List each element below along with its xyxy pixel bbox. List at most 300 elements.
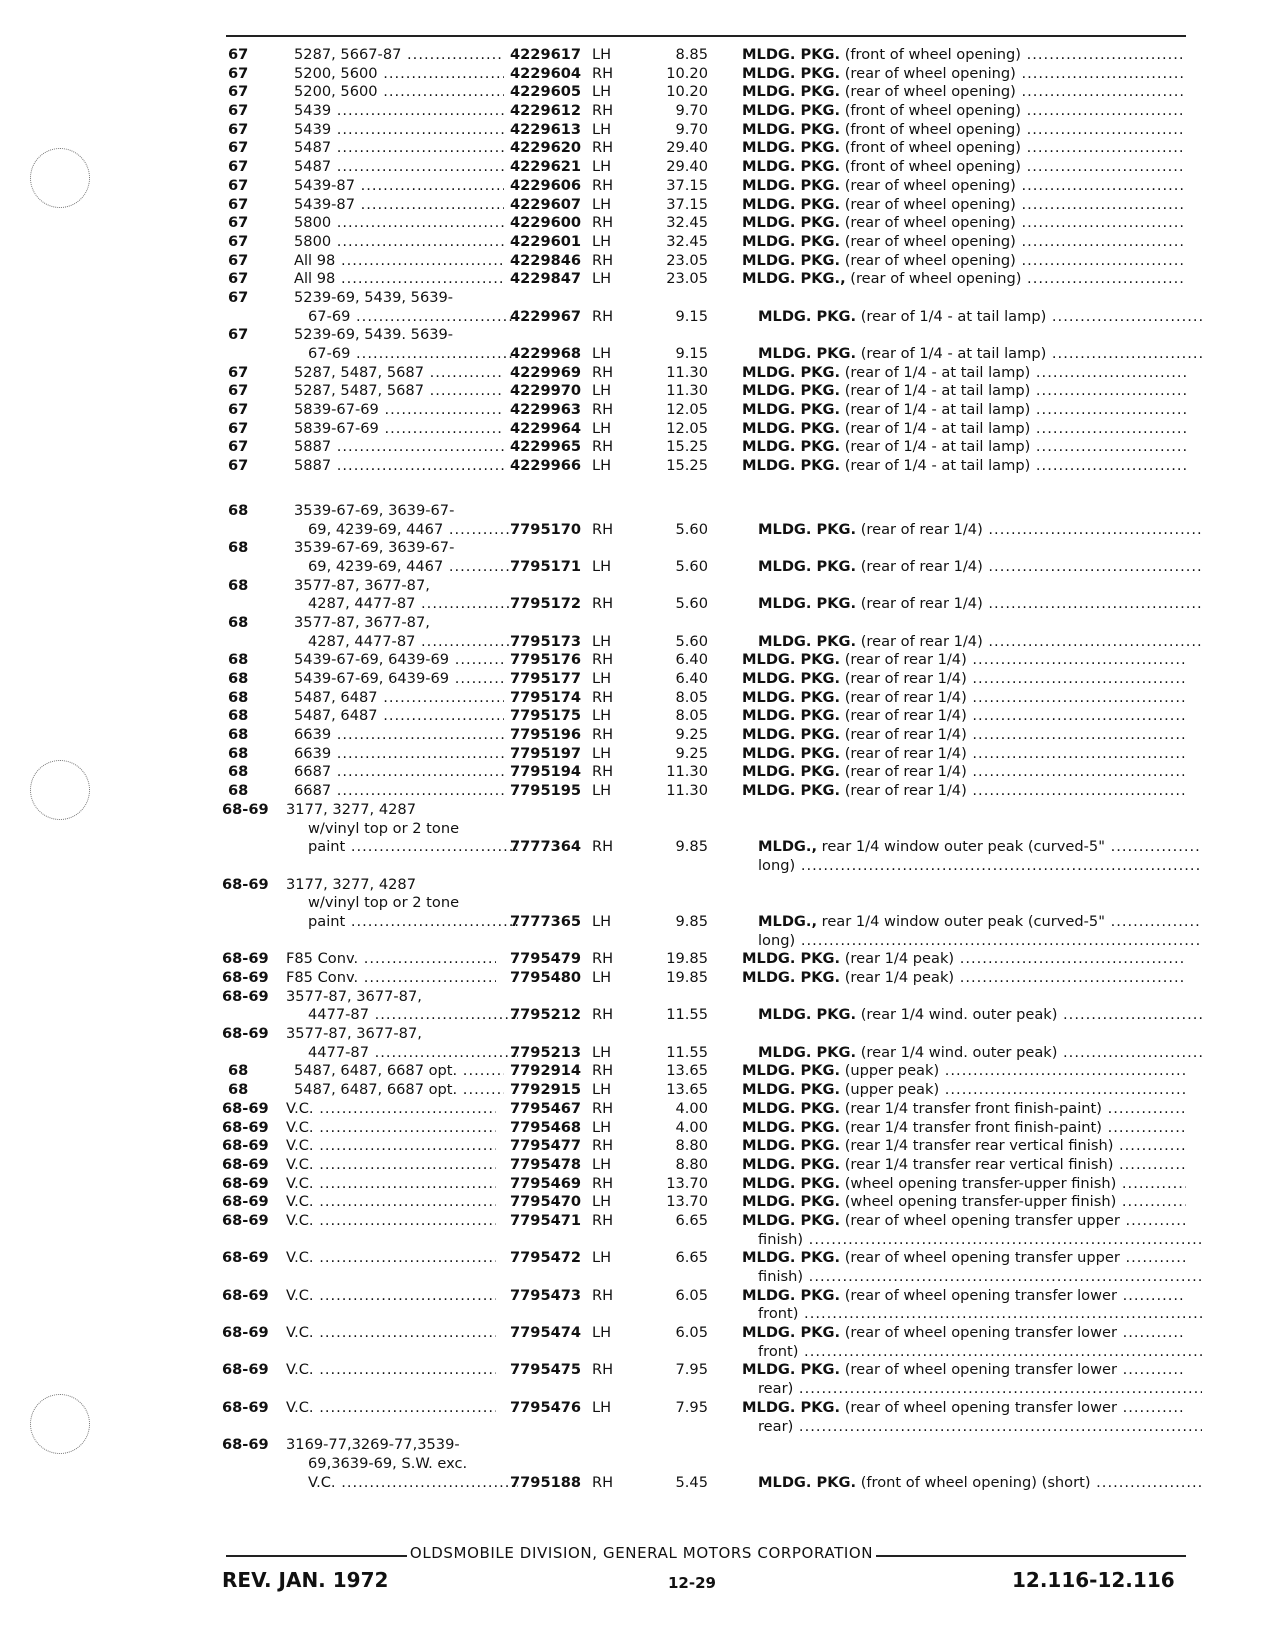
side: RH [592, 251, 614, 269]
model-numbers: 5887 ..... [294, 438, 504, 457]
model-year: 68 [228, 744, 249, 762]
model-year: 68-69 [222, 1286, 269, 1304]
model-numbers: paint ..... [308, 838, 518, 857]
description-heading: MLDG. PKG. [742, 251, 841, 269]
description-heading: MLDG. PKG. [742, 1137, 841, 1155]
row-spacer [226, 476, 1186, 502]
description-heading: MLDG. PKG. [758, 1043, 857, 1061]
description-text: (rear 1/4 wind. outer peak) [856, 1006, 1058, 1024]
parts-row [226, 121, 1186, 140]
description [742, 1100, 1186, 1119]
description-text: (rear of rear 1/4) [856, 557, 983, 575]
parts-row [222, 950, 1186, 969]
part-number: 7795174 [510, 688, 582, 706]
side: RH [592, 139, 614, 157]
description-text: (rear 1/4 wind. outer peak) [856, 1043, 1058, 1061]
description-heading: MLDG. PKG. [742, 1249, 841, 1267]
parts-row [226, 763, 1186, 782]
description-text: (upper peak) [840, 1062, 940, 1080]
description [742, 121, 1186, 140]
description-text: (rear of wheel opening transfer upper [840, 1211, 1120, 1229]
model-year: 68-69 [222, 969, 269, 986]
description [742, 782, 1186, 801]
parts-row [226, 83, 1186, 102]
description-heading: MLDG. PKG. [758, 557, 857, 575]
parts-row [226, 745, 1186, 764]
description-text: (rear of wheel opening) [840, 214, 1016, 232]
price: 6.40 [675, 670, 708, 687]
reference-number: 12.116-12.116 [1012, 1568, 1175, 1592]
description-text: (rear 1/4 transfer rear vertical finish) [840, 1155, 1114, 1173]
model-numbers: w/vinyl top or 2 tone [308, 894, 460, 912]
part-number: 7795175 [510, 707, 582, 725]
description-text: (rear 1/4 transfer rear vertical finish) [840, 1137, 1114, 1155]
description-heading: MLDG. PKG. [742, 401, 841, 419]
side: LH [592, 557, 612, 575]
description-heading: MLDG. PKG. [742, 763, 841, 781]
price: 6.05 [675, 1324, 708, 1342]
model-numbers: V.C. ..... [286, 1175, 496, 1194]
model-numbers: 5439-67-69, 6439-69 ..... [294, 651, 504, 670]
description-text: (rear of rear 1/4) [840, 726, 967, 744]
parts-row [226, 539, 1186, 558]
description [742, 177, 1186, 196]
part-number: 7795467 [510, 1099, 582, 1117]
parts-row [226, 345, 1186, 364]
corporation-line [0, 1544, 1283, 1562]
side: LH [592, 744, 612, 762]
description [742, 438, 1186, 457]
side: LH [592, 1043, 612, 1061]
part-number: 4229606 [510, 176, 582, 194]
model-year: 67 [228, 401, 249, 419]
description-text: (rear of wheel opening) [840, 195, 1016, 213]
description-heading: MLDG. PKG. [742, 438, 841, 456]
description [742, 457, 1186, 476]
description-heading: MLDG. PKG. [742, 457, 841, 475]
description-text: (front of wheel opening) (short) [856, 1473, 1091, 1491]
description-text: finish) [758, 1230, 804, 1248]
side: LH [592, 912, 612, 930]
side: LH [592, 1398, 612, 1416]
description-text: (front of wheel opening) [840, 102, 1021, 120]
description-heading: MLDG. PKG. [742, 158, 841, 176]
side: RH [592, 763, 614, 781]
side: RH [592, 1062, 614, 1080]
price: 6.65 [675, 1211, 708, 1229]
description-heading: MLDG. PKG. [742, 1062, 841, 1080]
parts-row [226, 457, 1186, 476]
price: 9.15 [675, 307, 708, 325]
description-heading: MLDG. PKG. [742, 382, 841, 400]
price: 13.65 [666, 1062, 708, 1080]
parts-row [226, 364, 1186, 383]
price: 23.05 [666, 251, 708, 269]
description-text: (rear of rear 1/4) [840, 707, 967, 725]
model-year: 68-69 [222, 1361, 269, 1379]
model-year: 67 [228, 120, 249, 138]
part-number: 4229964 [510, 419, 582, 437]
model-year: 67 [228, 438, 249, 456]
model-year: 68-69 [222, 1174, 269, 1192]
side: RH [592, 1473, 614, 1491]
description-text: (rear 1/4 peak) [840, 950, 955, 968]
parts-row [226, 913, 1186, 932]
description [742, 1212, 1186, 1231]
description-heading: MLDG. PKG. [742, 120, 841, 138]
description [742, 969, 1186, 988]
description-heading: MLDG. PKG. [742, 83, 841, 101]
description [758, 558, 1202, 577]
model-year: 68-69 [222, 1398, 269, 1416]
model-numbers: V.C. ..... [286, 1324, 496, 1343]
description [742, 46, 1186, 65]
description-heading: MLDG. PKG. [742, 1211, 841, 1229]
description [742, 401, 1186, 420]
model-numbers: 69, 4239-69, 4467 ..... [308, 521, 518, 540]
description-text: long) [758, 856, 796, 874]
model-year: 68-69 [222, 1211, 269, 1229]
model-numbers: 5200, 5600 ..... [294, 65, 504, 84]
price: 8.80 [675, 1137, 708, 1155]
part-number: 4229846 [510, 251, 582, 269]
part-number: 4229967 [510, 307, 582, 325]
parts-row [226, 1081, 1186, 1100]
description [742, 233, 1186, 252]
description-heading: MLDG. PKG. [742, 195, 841, 213]
parts-row [222, 1398, 1186, 1418]
price: 9.70 [675, 102, 708, 120]
description-heading: MLDG., [758, 838, 818, 856]
description-text: (rear of rear 1/4) [840, 688, 967, 706]
model-numbers: 5487 ..... [294, 158, 504, 177]
description-heading: MLDG. PKG. [742, 1361, 841, 1379]
model-numbers: 5839-67-69 ..... [294, 401, 504, 420]
price: 8.80 [675, 1155, 708, 1173]
description-text: (rear of 1/4 - at tail lamp) [840, 438, 1031, 456]
parts-row [222, 1211, 1186, 1231]
model-numbers: 4287, 4477-87 ..... [308, 595, 518, 614]
description-heading: MLDG. PKG. [758, 1473, 857, 1491]
model-year: 68 [228, 782, 249, 800]
parts-row [226, 726, 1186, 745]
parts-row [226, 894, 1186, 913]
side: LH [592, 632, 612, 650]
description [742, 1193, 1186, 1212]
description [758, 595, 1202, 614]
corporation-name: OLDSMOBILE DIVISION, GENERAL MOTORS CORPORATION [407, 1544, 876, 1562]
parts-row [226, 270, 1186, 289]
part-number: 4229612 [510, 102, 582, 120]
model-numbers: V.C. ..... [286, 1156, 496, 1175]
side: RH [592, 363, 614, 381]
side: RH [592, 214, 614, 232]
part-number: 7795477 [510, 1137, 582, 1155]
part-number: 4229613 [510, 120, 582, 138]
description-text: (rear of wheel opening) [845, 270, 1022, 288]
part-number: 7795472 [510, 1249, 582, 1267]
description [742, 1324, 1186, 1343]
binder-hole-top [30, 148, 90, 208]
model-year: 67 [228, 270, 249, 288]
model-numbers: 5800 ..... [294, 233, 504, 252]
description [758, 1305, 1202, 1324]
part-number: 7795470 [510, 1193, 582, 1211]
model-numbers: 5287, 5487, 5687 ..... [294, 364, 504, 383]
description-heading: MLDG. PKG. [742, 744, 841, 762]
model-numbers: 5239-69, 5439, 5639- [294, 288, 454, 306]
model-numbers: 3169-77,3269-77,3539- [286, 1436, 460, 1454]
description-heading: MLDG. PKG. [742, 969, 841, 986]
parts-row [226, 558, 1186, 577]
description-text: (rear of rear 1/4) [840, 763, 967, 781]
part-number: 4229969 [510, 363, 582, 381]
model-numbers: 69,3639-69, S.W. exc. [308, 1454, 468, 1472]
description-text: (rear of wheel opening transfer lower [840, 1361, 1117, 1379]
model-numbers: 3177, 3277, 4287 [286, 800, 416, 818]
description-text: (rear of wheel opening transfer lower [840, 1286, 1117, 1304]
description [742, 1175, 1186, 1194]
model-numbers: 5439 ..... [294, 121, 504, 140]
parts-row [226, 420, 1186, 439]
description-text: (rear of wheel opening) [840, 83, 1016, 101]
description [742, 745, 1186, 764]
model-numbers: 3577-87, 3677-87, [294, 576, 430, 594]
model-year: 68 [228, 576, 249, 594]
description [758, 1231, 1202, 1250]
model-numbers: 5239-69, 5439. 5639- [294, 326, 454, 344]
parts-row [226, 633, 1186, 652]
parts-row [226, 289, 1186, 308]
description [758, 345, 1202, 364]
model-year: 68-69 [222, 1193, 269, 1211]
part-number: 7795475 [510, 1361, 582, 1379]
parts-row [226, 1474, 1186, 1493]
description [742, 707, 1186, 726]
part-number: 4229965 [510, 438, 582, 456]
description [758, 521, 1202, 540]
parts-row [226, 782, 1186, 801]
price: 6.40 [675, 651, 708, 669]
parts-row [222, 1193, 1186, 1212]
part-number: 7795469 [510, 1174, 582, 1192]
parts-row [226, 308, 1186, 327]
parts-row [226, 233, 1186, 252]
part-number: 7795212 [510, 1006, 582, 1024]
description-text: (rear of wheel opening) [840, 232, 1016, 250]
description [742, 252, 1186, 271]
part-number: 4229600 [510, 214, 582, 232]
side: RH [592, 1361, 614, 1379]
description-text: (rear 1/4 peak) [840, 969, 955, 986]
description-text: rear 1/4 window outer peak (curved-5" [817, 912, 1105, 930]
side: LH [592, 1249, 612, 1267]
description [742, 1287, 1186, 1306]
part-number: 4229607 [510, 195, 582, 213]
parts-row [222, 800, 1186, 820]
price: 11.55 [666, 1043, 708, 1061]
model-numbers: 3577-87, 3677-87, [294, 613, 430, 631]
model-numbers: V.C. ..... [286, 1119, 496, 1138]
description [758, 1044, 1202, 1063]
part-number: 7777365 [510, 912, 582, 930]
parts-row [222, 987, 1186, 1007]
description-text: (rear of rear 1/4) [856, 595, 983, 613]
model-numbers: V.C. ..... [308, 1474, 518, 1493]
description-heading: MLDG. PKG. [742, 1081, 841, 1099]
price: 32.45 [666, 232, 708, 250]
model-year: 68 [228, 726, 249, 744]
price: 7.95 [675, 1398, 708, 1416]
model-year: 68-69 [222, 1118, 269, 1136]
part-number: 4229966 [510, 457, 582, 475]
description-text: (rear of 1/4 - at tail lamp) [840, 457, 1031, 475]
side: RH [592, 1211, 614, 1229]
side: RH [592, 64, 614, 82]
parts-row [222, 1155, 1186, 1175]
parts-row [226, 838, 1186, 857]
model-year: 67 [228, 176, 249, 194]
model-year: 68 [228, 688, 249, 706]
side: RH [592, 1174, 614, 1192]
model-year: 68-69 [222, 1099, 269, 1117]
price: 5.60 [675, 520, 708, 538]
description-text: (rear of 1/4 - at tail lamp) [840, 419, 1031, 437]
description-text: (front of wheel opening) [840, 46, 1021, 63]
model-numbers: 5887 ..... [294, 457, 504, 476]
price: 19.85 [666, 969, 708, 986]
description [758, 857, 1202, 876]
description [742, 83, 1186, 102]
price: 11.30 [666, 363, 708, 381]
model-numbers: 5487, 6487 ..... [294, 707, 504, 726]
description-heading: MLDG. PKG. [742, 1118, 841, 1136]
parts-row [226, 820, 1186, 839]
description-text: (rear of rear 1/4) [856, 520, 983, 538]
price: 4.00 [675, 1099, 708, 1117]
description [758, 1343, 1202, 1362]
description-heading: MLDG. PKG. [758, 595, 857, 613]
side: LH [592, 670, 612, 687]
price: 8.05 [675, 688, 708, 706]
model-year: 68-69 [222, 875, 269, 893]
parts-row [222, 1137, 1186, 1156]
model-year: 68-69 [222, 950, 269, 968]
description-heading: MLDG. PKG. [742, 1286, 841, 1304]
part-number: 4229963 [510, 401, 582, 419]
description [758, 1380, 1202, 1399]
description-heading: MLDG. PKG. [742, 102, 841, 120]
part-number: 7777364 [510, 838, 582, 856]
model-numbers: 5287, 5667-87 ..... [294, 46, 504, 65]
model-year: 67 [228, 214, 249, 232]
description-heading: MLDG. PKG. [742, 1099, 841, 1117]
price: 10.20 [666, 83, 708, 101]
model-numbers: 4477-87 ..... [308, 1044, 518, 1063]
parts-row [226, 521, 1186, 540]
side: LH [592, 46, 612, 63]
part-number: 7795476 [510, 1398, 582, 1416]
parts-row [226, 932, 1186, 951]
model-year: 68-69 [222, 1324, 269, 1342]
parts-row [226, 196, 1186, 215]
description [742, 1137, 1186, 1156]
price: 37.15 [666, 176, 708, 194]
price: 11.30 [666, 763, 708, 781]
price: 9.25 [675, 744, 708, 762]
description-heading: MLDG. PKG. [758, 1006, 857, 1024]
part-number: 7795194 [510, 763, 582, 781]
parts-row [226, 1305, 1186, 1324]
model-year: 68 [228, 1062, 249, 1080]
model-year: 68-69 [222, 1025, 269, 1043]
side: LH [592, 270, 612, 288]
parts-row [226, 595, 1186, 614]
side: RH [592, 651, 614, 669]
description [742, 65, 1186, 84]
model-numbers: V.C. ..... [286, 1361, 496, 1380]
side: RH [592, 1099, 614, 1117]
part-number: 4229621 [510, 158, 582, 176]
description-text: (rear of wheel opening transfer lower [840, 1398, 1117, 1416]
model-year: 68-69 [222, 1436, 269, 1454]
price: 9.25 [675, 726, 708, 744]
model-numbers: 5800 ..... [294, 214, 504, 233]
side: RH [592, 401, 614, 419]
model-year: 67 [228, 382, 249, 400]
part-number: 4229968 [510, 345, 582, 362]
parts-row [226, 1006, 1186, 1025]
parts-row [226, 158, 1186, 177]
side: LH [592, 232, 612, 250]
description [758, 1418, 1202, 1437]
description [742, 382, 1186, 401]
price: 9.85 [675, 912, 708, 930]
part-number: 7795479 [510, 950, 582, 968]
side: LH [592, 969, 612, 986]
description-heading: MLDG. PKG. [742, 232, 841, 250]
model-year: 67 [228, 158, 249, 176]
model-year: 67 [228, 419, 249, 437]
price: 5.45 [675, 1473, 708, 1491]
model-numbers: 5200, 5600 ..... [294, 83, 504, 102]
description [742, 651, 1186, 670]
model-numbers: 67-69 ..... [308, 345, 518, 364]
parts-row [222, 1324, 1186, 1343]
side: LH [592, 1081, 612, 1099]
model-year: 68-69 [222, 1249, 269, 1267]
part-number: 7792914 [510, 1062, 582, 1080]
parts-row [226, 1268, 1186, 1287]
parts-row [226, 46, 1186, 65]
description-heading: MLDG. PKG. [742, 46, 841, 63]
model-numbers: 5439 ..... [294, 102, 504, 121]
description-heading: MLDG. PKG. [742, 64, 841, 82]
model-numbers: 6687 ..... [294, 782, 504, 801]
side: LH [592, 83, 612, 101]
model-numbers: V.C. ..... [286, 1249, 496, 1268]
model-year: 67 [228, 139, 249, 157]
description-heading: MLDG. PKG. [742, 950, 841, 968]
model-year: 68 [228, 670, 249, 687]
parts-row [226, 139, 1186, 158]
model-numbers: 6687 ..... [294, 763, 504, 782]
model-numbers: 4477-87 ..... [308, 1006, 518, 1025]
parts-row [222, 1118, 1186, 1138]
parts-row [226, 65, 1186, 84]
description-text: (rear of wheel opening transfer upper [840, 1249, 1120, 1267]
parts-row [226, 1343, 1186, 1362]
